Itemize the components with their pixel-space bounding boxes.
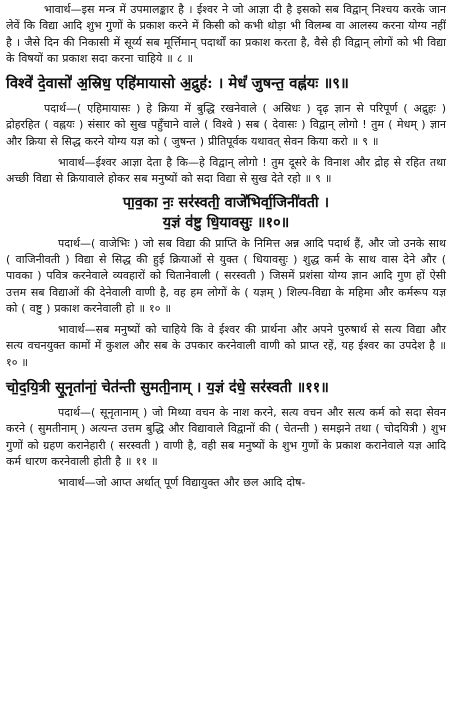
bhavartha-mantra-8: भावार्थ—इस मन्त्र में उपमालङ्कार है । ईश्वर ने जो आज्ञा दी है इसको सब विद्वान् निश्चय करके जान लेवें कि विद्या आदि शुभ गुणों के प्रकाश करने में किसी को कभी थोड़ा भी विलम्ब वा आलस्य करना योग्य नहीं है । जैसे दिन की निकासी में सूर्य्य सब मूर्त्तिमान् पदार्थों का प्रकाश करता है, वैसे ही विद्वान् लोगों को भी विद्या के विषयों का प्रकाश सदा करना चाहिये ॥ ८ ॥ [6,3,446,65]
padartha-mantra-9: पदार्थ—( एहिमायासः ) हे क्रिया में बुद्धि रखनेवाले ( अस्रिधः ) दृढ़ ज्ञान से परिपूर्ण ( अद्रुहः ) द्रोहरहित ( वह्नयः ) संसार को सुख पहुँचाने वाले ( विश्वे ) सब ( देवासः ) विद्वान् लोगो ! तुम ( मेधम् ) ज्ञान और क्रिया से सिद्ध करने योग्य यज्ञ को ( जुषन्त ) प्रीतिपूर्वक यथावत् सेवन किया करो ॥ ९ ॥ [6,102,446,148]
padartha-mantra-11: पदार्थ—( सूनृतानाम् ) जो मिथ्या वचन के नाश करने, सत्य वचन और सत्य कर्म को सदा सेवन करने ( सुमतीनाम् ) अत्यन्त उत्तम बुद्धि और विद्यावाले विद्वानों की ( चेतन्ती ) समझने तथा ( चोदयित्री ) शुभ गुणों को ग्रहण करानेहारी ( सरस्वती ) वाणी है, वही सब मनुष्यों के शुभ गुणों के प्रकाश करानेवाले यज्ञ आदि कर्म धारण करनेवाली होती है ॥ ११ ॥ [6,406,446,468]
verse-9: विश्वे॑ दे॒वासो॑ अ॒स्रिध॒ एहि॑मायासो अ॒द्रुह॑: । मेधं॑ जुषन्त॒ वह्न॑यः ॥९॥ [6,75,349,93]
verse-10-line-2: य॒ज्ञं व॑ष्टु धि॒यावसुः ॥१०॥ [162,213,290,231]
verse-11: चो॒द॒यि॒त्री सू॒नृता॑नां॒ चेत॑न्ती सुमती॒नाम् । य॒ज्ञं द॑धे॒ सर॑स्वती ॥११॥ [6,379,329,397]
padartha-mantra-10: पदार्थ—( वाजेभिः ) जो सब विद्या की प्राप्ति के निमित्त अन्न आदि पदार्थ हैं, और जो उनके साथ ( वाजिनीवती ) विद्या से सिद्ध की हुई क्रियाओं से युक्त ( धियावसुः ) शुद्ध कर्म के साथ वास देने और ( पावका ) पवित्र करनेवाले व्यवहारों को चितानेवाली ( सरस्वती ) जिसमें प्रशंसा योग्य ज्ञान आदि गुण हों ऐसी उत्तम सब विद्याओं की देनेवाली वाणी है, वह हम लोगों के ( यज्ञम् ) शिल्प-विद्या के महिमा और कर्मरूप यज्ञ को ( वष्टु ) प्रकाश करनेवाली हो ॥ १० ॥ [6,236,446,315]
bhavartha-mantra-9: भावार्थ—ईश्वर आज्ञा देता है कि—हे विद्वान् लोगो ! तुम दूसरे के विनाश और द्रोह से रहित तथा अच्छी विद्या से क्रियावाले होकर सब मनुष्यों को सदा विद्या से सुख देते रहो ॥ ९ ॥ [6,156,446,186]
verse-10-line-1: पा॒व॒का नः॒ सर॑स्वती॒ वाजे॑भिर्वा॒जिनी॑वती । [122,193,330,211]
bhavartha-mantra-11: भावार्थ—जो आप्त अर्थात् पूर्ण विद्यायुक्त और छल आदि दोष- [58,476,306,490]
bhavartha-mantra-10: भावार्थ—सब मनुष्यों को चाहिये कि वे ईश्वर की प्रार्थना और अपने पुरुषार्थ से सत्य विद्या और सत्य वचनयुक्त कामों में कुशल और सब के उपकार करनेवाली वाणी को प्राप्त रहें, यह ईश्वर का उपदेश है ॥ १० ॥ [6,323,446,369]
